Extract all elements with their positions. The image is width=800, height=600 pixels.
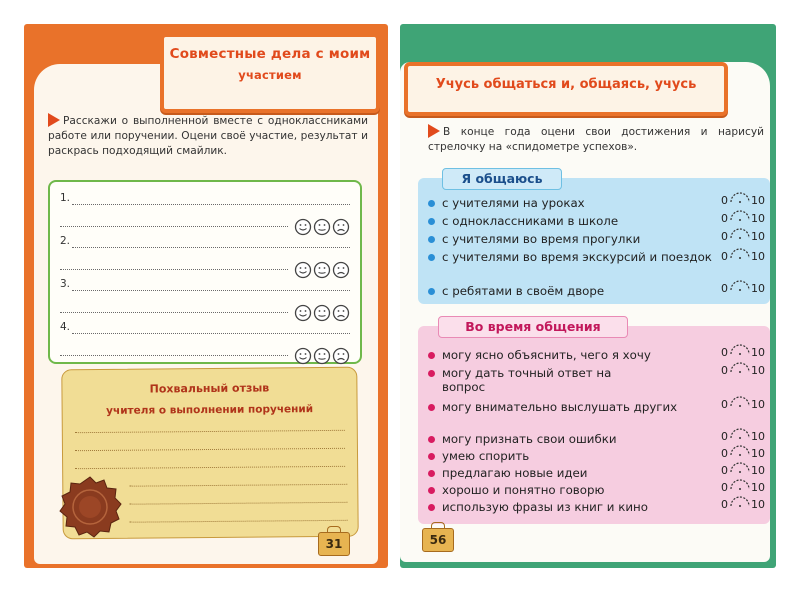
task-number: 1. <box>60 192 71 204</box>
smiley-happy-icon[interactable] <box>294 218 312 236</box>
meter-max-label: 10 <box>751 250 765 263</box>
bullet-icon <box>428 254 435 261</box>
meter-min-label: 0 <box>721 481 728 494</box>
item-text: хорошо и понятно говорю <box>442 483 605 497</box>
item-text: могу ясно объяснить, чего я хочу <box>442 348 651 362</box>
speedometer[interactable] <box>721 244 767 264</box>
arrow-marker-icon <box>48 113 60 127</box>
smiley-happy-icon[interactable] <box>294 304 312 322</box>
smiley-neutral-icon[interactable] <box>313 218 331 236</box>
left-instruction <box>48 113 368 159</box>
speedometer[interactable] <box>721 224 767 244</box>
speedometer-icon <box>729 246 751 260</box>
meter-min-label: 0 <box>721 447 728 460</box>
wax-seal-icon <box>58 475 122 539</box>
bullet-icon <box>428 453 435 460</box>
write-line[interactable] <box>72 333 350 334</box>
smiley-group <box>294 304 350 322</box>
speedometer-icon <box>729 342 751 356</box>
item-text: могу дать точный ответ на вопрос <box>442 366 612 394</box>
speedometer-icon <box>729 426 751 440</box>
review-write-line[interactable] <box>75 430 345 433</box>
write-line[interactable] <box>60 355 288 356</box>
meter-max-label: 10 <box>751 230 765 243</box>
review-write-line[interactable] <box>129 484 347 487</box>
meter-max-label: 10 <box>751 346 765 359</box>
item-text: могу признать свои ошибки <box>442 432 617 446</box>
meter-max-label: 10 <box>751 464 765 477</box>
review-write-line[interactable] <box>129 502 347 505</box>
arrow-marker-icon <box>428 124 440 138</box>
page-number-left: 31 <box>318 532 350 556</box>
meter-max-label: 10 <box>751 282 765 295</box>
speedometer-icon <box>729 443 751 457</box>
item-text: с одноклассниками в школе <box>442 214 619 228</box>
meter-max-label: 10 <box>751 398 765 411</box>
task-row <box>60 235 350 275</box>
speedometer-icon <box>729 226 751 240</box>
bullet-icon <box>428 504 435 511</box>
meter-max-label: 10 <box>751 447 765 460</box>
speedometer-icon <box>729 460 751 474</box>
item-text: могу внимательно выслушать других <box>442 400 678 414</box>
speedometer[interactable] <box>721 340 767 360</box>
speedometer[interactable] <box>721 206 767 226</box>
meter-max-label: 10 <box>751 481 765 494</box>
bullet-icon <box>428 218 435 225</box>
task-number: 3. <box>60 278 71 290</box>
meter-min-label: 0 <box>721 194 728 207</box>
tasks-box <box>48 180 362 364</box>
bullet-icon <box>428 370 435 377</box>
speedometer-icon <box>729 360 751 374</box>
bullet-icon <box>428 404 435 411</box>
right-title-text: Учусь общаться и, общаясь, учусь <box>435 77 697 92</box>
smiley-neutral-icon[interactable] <box>313 261 331 279</box>
smiley-group <box>294 261 350 279</box>
speedometer[interactable] <box>721 392 767 412</box>
meter-min-label: 0 <box>721 250 728 263</box>
task-row <box>60 321 350 361</box>
left-instruction-text: Расскажи о выполненной вместе с одноклассниками работе или поручении. Оцени своё участие, результат и раскрась подходящий смайлик. <box>48 115 368 157</box>
bullet-icon <box>428 200 435 207</box>
speedometer-icon <box>729 494 751 508</box>
left-title-line2: участием <box>238 68 302 82</box>
write-line[interactable] <box>60 226 288 227</box>
speedometer[interactable] <box>721 276 767 296</box>
smiley-sad-icon[interactable] <box>332 261 350 279</box>
speedometer[interactable] <box>721 492 767 512</box>
meter-max-label: 10 <box>751 194 765 207</box>
bullet-icon <box>428 487 435 494</box>
bullet-icon <box>428 470 435 477</box>
speedometer-icon <box>729 394 751 408</box>
item-text: с учителями на уроках <box>442 196 585 210</box>
meter-min-label: 0 <box>721 430 728 443</box>
meter-min-label: 0 <box>721 464 728 477</box>
item-text: использую фразы из книг и кино <box>442 500 648 514</box>
meter-min-label: 0 <box>721 230 728 243</box>
item-text: умею спорить <box>442 449 530 463</box>
right-instruction <box>428 124 764 155</box>
review-write-line[interactable] <box>75 448 345 451</box>
write-line[interactable] <box>60 312 288 313</box>
smiley-sad-icon[interactable] <box>332 304 350 322</box>
speedometer-icon <box>729 477 751 491</box>
meter-max-label: 10 <box>751 364 765 377</box>
write-line[interactable] <box>60 269 288 270</box>
section-label-during-communication: Во время общения <box>438 316 628 338</box>
left-page-title <box>160 33 380 113</box>
task-number: 4. <box>60 321 71 333</box>
meter-min-label: 0 <box>721 498 728 511</box>
left-title-line1: Совместные дела с моим <box>169 46 371 62</box>
item-text: предлагаю новые идеи <box>442 466 588 480</box>
review-write-line[interactable] <box>130 520 348 523</box>
write-line[interactable] <box>72 290 350 291</box>
speedometer[interactable] <box>721 358 767 378</box>
smiley-group <box>294 218 350 236</box>
item-text: с учителями во время прогулки <box>442 232 641 246</box>
speedometer[interactable] <box>721 188 767 208</box>
meter-max-label: 10 <box>751 212 765 225</box>
meter-max-label: 10 <box>751 498 765 511</box>
section-label-i-communicate: Я общаюсь <box>442 168 562 190</box>
write-line[interactable] <box>72 204 350 205</box>
review-title-line2: учителя о выполнении поручений <box>106 403 314 417</box>
smiley-neutral-icon[interactable] <box>313 347 331 365</box>
meter-min-label: 0 <box>721 364 728 377</box>
bullet-icon <box>428 288 435 295</box>
meter-max-label: 10 <box>751 430 765 443</box>
bullet-icon <box>428 436 435 443</box>
bullet-icon <box>428 352 435 359</box>
right-page-title <box>404 62 728 116</box>
item-text: с учителями во время экскурсий и поездок <box>442 250 712 264</box>
speedometer-icon <box>729 278 751 292</box>
speedometer-icon <box>729 208 751 222</box>
bullet-icon <box>428 236 435 243</box>
meter-min-label: 0 <box>721 346 728 359</box>
page-number-right: 56 <box>422 528 454 552</box>
meter-min-label: 0 <box>721 212 728 225</box>
smiley-neutral-icon[interactable] <box>313 304 331 322</box>
right-instruction-text: В конце года оцени свои достижения и нарисуй стрелочку на «спидометре успехов». <box>428 126 764 153</box>
item-text: с ребятами в своём дворе <box>442 284 605 298</box>
smiley-sad-icon[interactable] <box>332 347 350 365</box>
smiley-happy-icon[interactable] <box>294 261 312 279</box>
meter-min-label: 0 <box>721 398 728 411</box>
smiley-sad-icon[interactable] <box>332 218 350 236</box>
task-row <box>60 278 350 318</box>
smiley-group <box>294 347 350 365</box>
task-row <box>60 192 350 232</box>
write-line[interactable] <box>72 247 350 248</box>
speedometer-icon <box>729 190 751 204</box>
task-number: 2. <box>60 235 71 247</box>
smiley-happy-icon[interactable] <box>294 347 312 365</box>
meter-min-label: 0 <box>721 282 728 295</box>
review-title-line1: Похвальный отзыв <box>149 381 270 396</box>
review-write-line[interactable] <box>75 466 345 469</box>
